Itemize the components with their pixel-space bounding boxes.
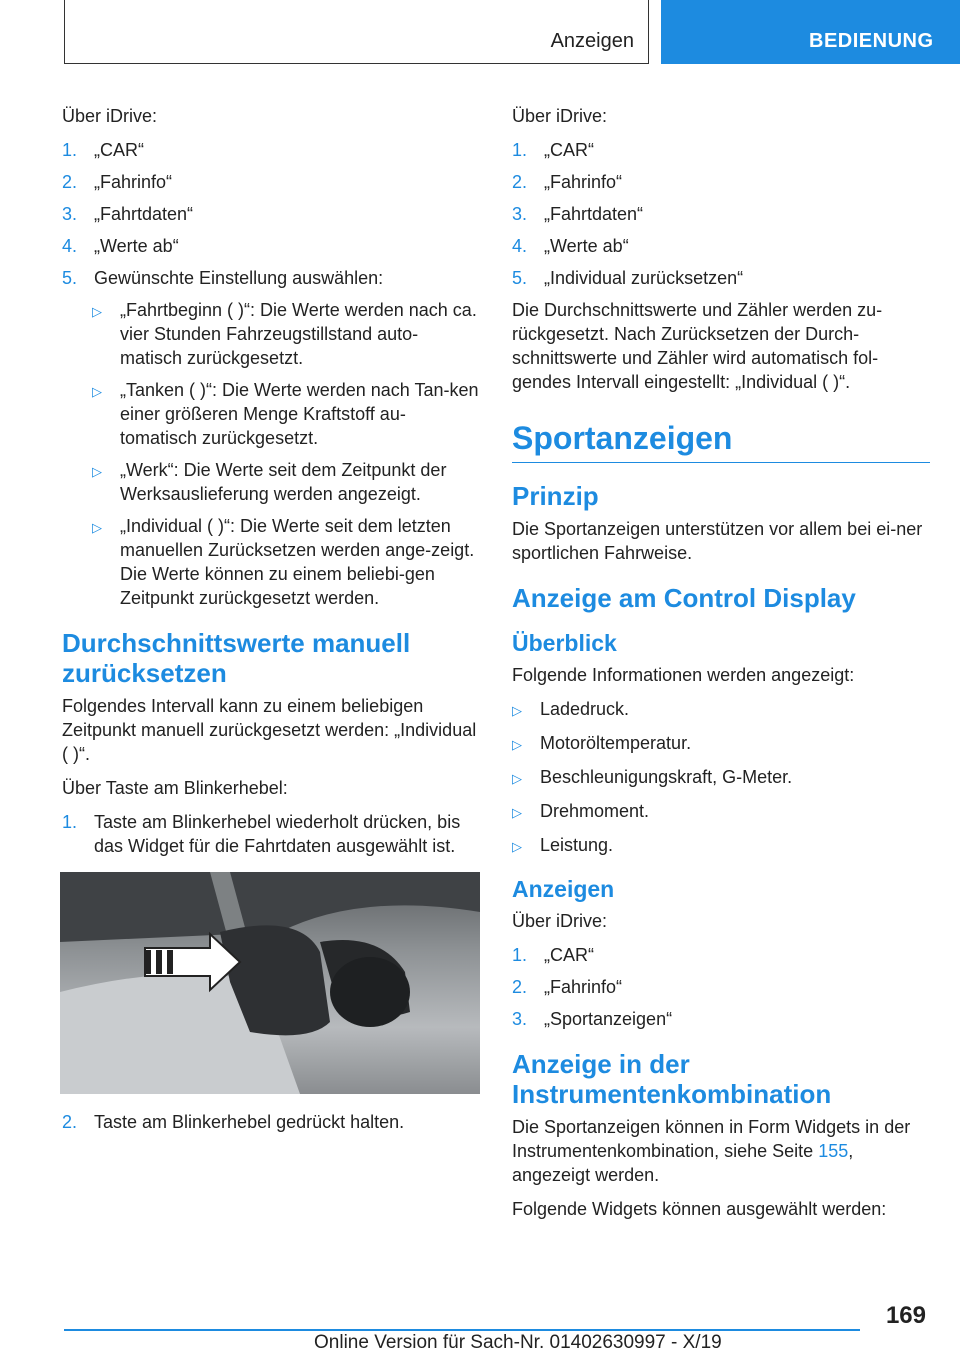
paragraph: Über Taste am Blinkerhebel: (62, 778, 288, 798)
list-item: ▷ Leistung. (512, 833, 930, 859)
list-item: 1. „CAR“ (62, 140, 144, 160)
list-item: 2. „Fahrinfo“ (512, 172, 623, 192)
paragraph: Die Sportanzeigen unterstützen vor allem bei ei‐ner sportlichen Fahrweise. (512, 519, 923, 563)
header-chapter-tab: BEDIENUNG (661, 0, 960, 64)
header-section-title: Anzeigen (550, 30, 634, 52)
section-heading: Anzeige am Control Display (512, 583, 856, 613)
list-item: 1. Taste am Blinkerhebel wiederholt drücken, bis das Widget für die Fahrtdaten ausgewählt ist. (62, 812, 461, 856)
paragraph: Folgende Informationen werden angezeigt: (512, 665, 855, 685)
chapter-heading: Sportanzeigen (512, 418, 930, 463)
bullet-triangle-icon: ▷ (512, 805, 522, 820)
list-item: ▷ Motoröltemperatur. (512, 731, 930, 757)
idrive-intro: Über iDrive: (512, 106, 608, 126)
turn-signal-lever-photo (60, 872, 480, 1094)
list-item: 2. Taste am Blinkerhebel gedrückt halten. (62, 1112, 405, 1132)
idrive-intro: Über iDrive: (62, 106, 158, 126)
list-item: 2. „Fahrinfo“ (62, 172, 173, 192)
paragraph: Die Durchschnittswerte und Zähler werden zu‐rückgesetzt. Nach Zurücksetzen der Durch‐schnittswerte und Zähler wird automatisch fol‐gendes Intervall eingestellt: „Individual ( )“. (512, 300, 883, 392)
list-item: 5. Gewünschte Einstellung auswählen: (62, 268, 384, 288)
list-item: 4. „Werte ab“ (62, 236, 179, 256)
bullet-triangle-icon: ▷ (512, 771, 522, 786)
list-item: 5. „Individual zurücksetzen“ (512, 268, 744, 288)
list-item: ▷ „Tanken ( )“: Die Werte werden nach Tan‐ken einer größeren Menge Kraftstoff au‐tomatisch zurückgesetzt. (92, 380, 479, 448)
list-item: 3. „Fahrtdaten“ (512, 204, 644, 224)
bullet-triangle-icon: ▷ (512, 839, 522, 854)
section-heading: Durchschnittswerte manuell zurücksetzen (62, 628, 411, 688)
page-reference-link[interactable]: 155 (818, 1141, 849, 1161)
page-number: 169 (885, 1302, 926, 1329)
idrive-steps (512, 138, 930, 290)
list-item: ▷ Ladedruck. (512, 697, 930, 723)
header-frame (64, 0, 649, 64)
paragraph: Über iDrive: (512, 911, 608, 931)
section-heading: Anzeige in der Instrumentenkombination (512, 1049, 832, 1109)
right-column (512, 104, 930, 1231)
list-item: 3. „Fahrtdaten“ (62, 204, 194, 224)
lever-illustration (60, 872, 480, 1094)
bullet-triangle-icon: ▷ (92, 304, 102, 319)
paragraph: Folgendes Intervall kann zu einem beliebigen Zeitpunkt manuell zurückgesetzt werden: „Individual ( )“. (62, 696, 477, 764)
list-item: 1. „CAR“ (512, 945, 594, 965)
list-item: 1. „CAR“ (512, 140, 594, 160)
bullet-triangle-icon: ▷ (92, 520, 102, 535)
subsection-heading: Anzeigen (512, 876, 615, 902)
info-list (512, 697, 930, 859)
footer-divider (64, 1329, 860, 1331)
paragraph: Die Sportanzeigen können in Form Widgets in der Instrumentenkombination, siehe Seite 155, angezeigt werden. (512, 1117, 911, 1185)
button-steps (62, 810, 480, 858)
sport-steps (512, 943, 930, 1031)
bullet-triangle-icon: ▷ (92, 384, 102, 399)
section-heading: Prinzip (512, 481, 599, 511)
left-column (62, 104, 480, 1142)
list-item: ▷ „Fahrtbeginn ( )“: Die Werte werden nach ca. vier Stunden Fahrzeugstillstand auto‐matisch zurückgesetzt. (92, 300, 477, 368)
list-item: ▷ „Werk“: Die Werte seit dem Zeitpunkt der Werksauslieferung werden angezeigt. (92, 460, 447, 504)
list-item: ▷ Drehmoment. (512, 799, 930, 825)
list-item: 2. „Fahrinfo“ (512, 977, 623, 997)
list-item: 3. „Sportanzeigen“ (512, 1009, 673, 1029)
paragraph: Folgende Widgets können ausgewählt werden: (512, 1199, 887, 1219)
list-item: ▷ „Individual ( )“: Die Werte seit dem letzten manuellen Zurücksetzen werden ange‐zeigt. Die Werte können zu einem beliebi‐gen Zeitpunkt zurückgesetzt werden. (92, 516, 475, 608)
button-steps-continued (62, 1110, 480, 1134)
setting-options (92, 298, 480, 610)
bullet-triangle-icon: ▷ (512, 737, 522, 752)
list-item: ▷ Beschleunigungskraft, G-Meter. (512, 765, 930, 791)
list-item: 4. „Werte ab“ (512, 236, 629, 256)
footer-text: Online Version für Sach-Nr. 01402630997 - X/19 (314, 1332, 722, 1353)
bullet-triangle-icon: ▷ (512, 703, 522, 718)
idrive-steps (62, 138, 480, 290)
bullet-triangle-icon: ▷ (92, 464, 102, 479)
subsection-heading: Überblick (512, 630, 617, 656)
